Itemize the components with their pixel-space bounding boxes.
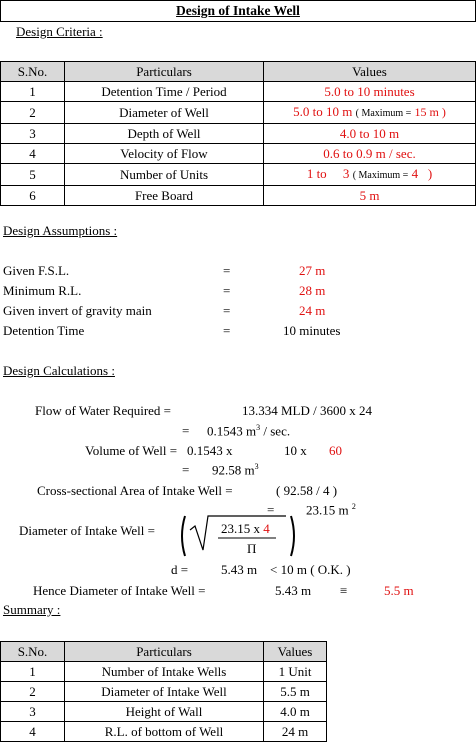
sno-cell: 1 (1, 662, 65, 682)
hence-value: 5.43 m (275, 583, 312, 598)
col-values-header: Values (264, 62, 476, 82)
volume-label: Volume of Well = (85, 443, 178, 458)
max-note: ( Maximum = (352, 170, 409, 181)
superscript-3: 3 (254, 462, 259, 471)
sno-cell: 6 (1, 186, 65, 206)
area-result-value: 23.15 m (306, 502, 349, 518)
assumption-value: 28 m (299, 283, 326, 298)
particular-cell: Diameter of Intake Well (65, 682, 264, 702)
value-cell: 4.0 to 10 m (264, 124, 476, 144)
approx-sign: ≡ (340, 583, 348, 598)
table-row (1, 164, 476, 186)
max-note: ( Maximum = (355, 108, 412, 119)
summary-table (0, 641, 327, 742)
table-row (1, 682, 327, 702)
flow-unit: / sec. (263, 423, 291, 439)
particular-cell: Number of Intake Wells (65, 662, 264, 682)
value-cell: 4.0 m (264, 702, 327, 722)
d-label: d = (171, 562, 189, 577)
particular-cell: Free Board (65, 186, 264, 206)
col-particulars-header: Particulars (65, 642, 264, 662)
summary-header-row (1, 642, 327, 662)
max-value: 15 m ) (414, 105, 446, 119)
value-cell: 5 m (264, 186, 476, 206)
range-value: 5.0 to 10 m (293, 104, 353, 119)
table-row (1, 722, 327, 742)
assumption-label: Minimum R.L. (3, 283, 82, 298)
numerator-value: 23.15 x (221, 521, 260, 536)
diameter-formula (176, 512, 300, 560)
flow-result (207, 423, 290, 439)
particular-cell: Diameter of Well (65, 102, 264, 124)
value-cell: 1 Unit (264, 662, 327, 682)
equals-sign: = (182, 423, 190, 438)
table-row (1, 102, 476, 124)
assumption-label: Given invert of gravity main (3, 303, 152, 318)
assumption-label: Given F.S.L. (3, 263, 70, 278)
value-cell (264, 102, 476, 124)
area-label: Cross-sectional Area of Intake Well = (37, 483, 233, 498)
equals-sign: = (223, 303, 231, 318)
area-result (306, 502, 356, 518)
particular-cell: Depth of Well (65, 124, 264, 144)
flow-expression: 13.334 MLD / 3600 x 24 (242, 403, 372, 418)
col-particulars-header: Particulars (65, 62, 264, 82)
volume-factor-a: 0.1543 x (187, 443, 233, 458)
table-row (1, 144, 476, 164)
value-cell: 5.0 to 10 minutes (264, 82, 476, 102)
assumption-value: 27 m (299, 263, 326, 278)
col-sno-header: S.No. (1, 642, 65, 662)
particular-cell: Number of Units (65, 164, 264, 186)
area-expression: ( 92.58 / 4 ) (276, 483, 338, 498)
value-cell: 24 m (264, 722, 327, 742)
flow-result-value: 0.1543 m (207, 423, 257, 439)
sno-cell: 1 (1, 82, 65, 102)
col-sno-header: S.No. (1, 62, 65, 82)
fraction-numerator (221, 521, 270, 537)
d-result: 5.43 m (221, 562, 258, 577)
value-cell: 5.5 m (264, 682, 327, 702)
sno-cell: 4 (1, 144, 65, 164)
equals-sign: = (223, 283, 231, 298)
table-row (1, 702, 327, 722)
col-values-header: Values (264, 642, 327, 662)
equals-sign: = (223, 323, 231, 338)
particular-cell: Velocity of Flow (65, 144, 264, 164)
volume-factor-c: 60 (329, 443, 342, 458)
volume-result (212, 462, 259, 478)
value-cell: 0.6 to 0.9 m / sec. (264, 144, 476, 164)
particular-cell: Height of Wall (65, 702, 264, 722)
criteria-header-row (1, 62, 476, 82)
sno-cell: 3 (1, 124, 65, 144)
assumption-label: Detention Time (3, 323, 85, 338)
sno-cell: 3 (1, 702, 65, 722)
sno-cell: 4 (1, 722, 65, 742)
page-title: Design of Intake Well (0, 0, 476, 22)
sno-cell: 5 (1, 164, 65, 186)
sno-cell: 2 (1, 102, 65, 124)
value-cell (264, 164, 476, 186)
equals-sign: = (267, 502, 275, 517)
particular-cell: Detention Time / Period (65, 82, 264, 102)
table-row (1, 82, 476, 102)
max-value: 4 ) (411, 166, 433, 181)
flow-label: Flow of Water Required = (35, 403, 172, 418)
sno-cell: 2 (1, 682, 65, 702)
diameter-label: Diameter of Intake Well = (19, 523, 155, 538)
assumption-value: 10 minutes (283, 323, 341, 338)
assumption-value: 24 m (299, 303, 326, 318)
fraction-denominator: Π (247, 541, 257, 556)
d-check: < 10 m ( O.K. ) (270, 562, 351, 577)
equals-sign: = (182, 462, 190, 477)
numerator-factor: 4 (263, 521, 270, 536)
table-row (1, 124, 476, 144)
particular-cell: R.L. of bottom of Well (65, 722, 264, 742)
superscript-2: 2 (351, 502, 356, 511)
volume-result-value: 92.58 m (212, 462, 255, 478)
assumptions-heading: Design Assumptions : (3, 223, 118, 238)
criteria-table (0, 61, 476, 206)
hence-label: Hence Diameter of Intake Well = (33, 583, 206, 598)
calculations-heading: Design Calculations : (3, 363, 115, 378)
superscript-3: 3 (256, 423, 261, 432)
table-row (1, 662, 327, 682)
summary-heading: Summary : (3, 602, 61, 617)
table-row (1, 186, 476, 206)
hence-rounded: 5.5 m (384, 583, 414, 598)
criteria-heading: Design Criteria : (16, 24, 103, 39)
equals-sign: = (223, 263, 231, 278)
volume-factor-b: 10 x (284, 443, 307, 458)
range-value: 1 to 3 (306, 166, 350, 181)
